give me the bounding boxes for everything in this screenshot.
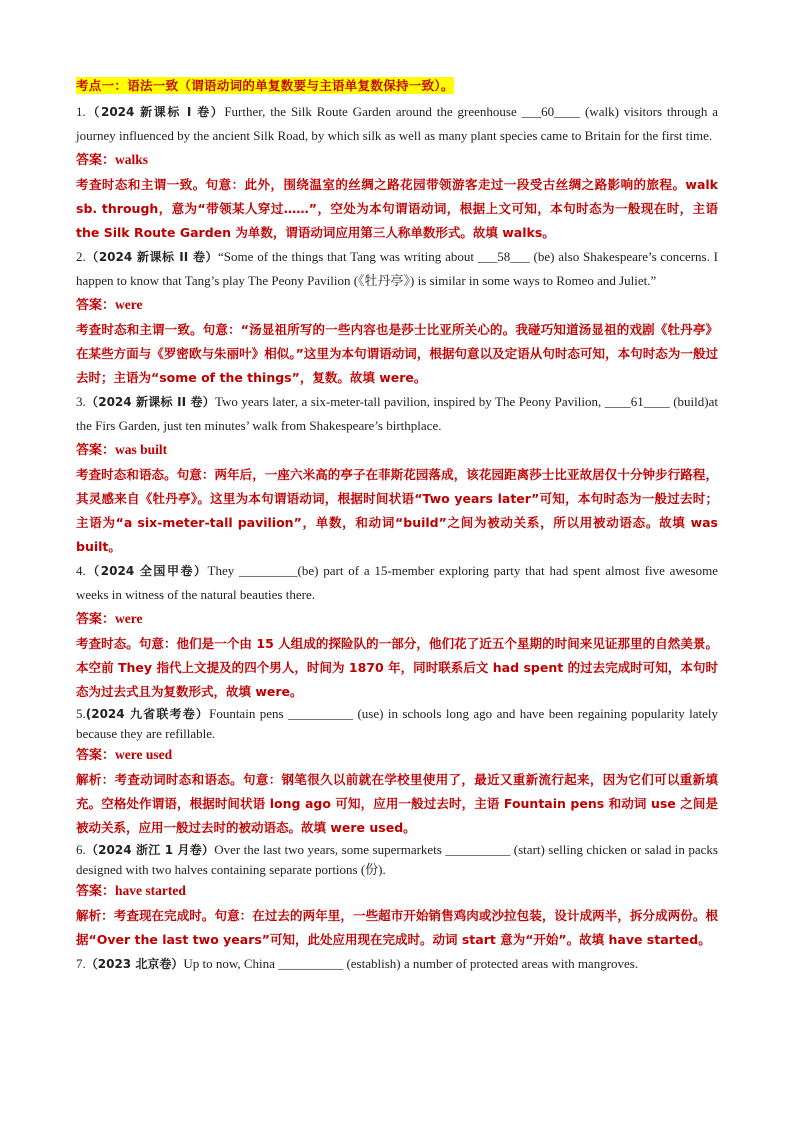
question-5 [76,704,718,743]
answer-blank: ___58___ [477,249,530,264]
explanation-2: 考查时态和主谓一致。句意：“汤显祖所写的一些内容也是莎士比亚所关心的。我碰巧知道汤显祖的戏剧《牡丹亭》在某些方面与《罗密欧与朱丽叶》相似。”这里为本句谓语动词，根据句意以及定语从句时态可知，本句时态为一般过去时；主语为“some of the things”，复数。故填 were。 [76,322,718,385]
question-number: 3. [76,394,86,409]
answer-value: have started [115,883,186,898]
answer-label: 答案： [76,443,116,458]
question-6 [76,840,718,879]
question-number: 1. [76,104,86,119]
explanation-1: 考查时态和主谓一致。句意：此外，围绕温室的丝绸之路花园带领游客走过一段受古丝绸之路影响的旅程。walk sb. through，意为“带领某人穿过……”，空处为本句谓语动词，根据上文可知，本句时态为一般现在时，主语 the Silk Route Garden 为单数，谓语动词应用第三人称单数形式。故填 walks。 [76,177,718,240]
question-source: （2024 新课标 II 卷） [85,250,219,264]
question-source: （2024 浙江 1 月卷） [85,843,215,857]
answer-blank: ___60____ [521,104,581,119]
answer-value: walks [115,152,149,167]
answer-line-5 [76,743,718,768]
question-source: （2024 新课标 II 卷） [85,395,215,409]
question-7 [76,952,718,976]
answer-blank: __________ [278,956,344,971]
answer-line-1 [76,148,718,173]
document-content [76,76,718,976]
question-text-before: Two years later, a six-meter-tall pavilion, inspired by The Peony Pavilion, [214,394,605,409]
explanation-5: 解析：考查动词时态和语态。句意：钢笔很久以前就在学校里使用了，最近又重新流行起来，因为它们可以重新填充。空格处作谓语，根据时间状语 long ago 可知，应用一般过去时，主语 Fountain pens 和动词 use 之间是被动关系，应用一般过去时的被动语态。故填 were used。 [76,772,718,835]
explanation-6: 解析：考查现在完成时。句意：在过去的两年里，一些超市开始销售鸡肉或沙拉包装，设计成两半，拆分成两份。根据“Over the last two years”可知，此处应用现在完成时。动词 start 意为“开始”。故填 have started。 [76,908,718,947]
question-text-before: They [207,563,240,578]
answer-value: were [115,611,143,626]
answer-blank: ____61____ [604,394,670,409]
question-source: （2023 北京卷） [85,957,184,971]
question-text-before: Further, the Silk Route Garden around the greenhouse [224,104,522,119]
question-text-after: (be) also Shakespeare’s concerns. I happen to know that Tang’s play The Peony Pavilion (《牡丹亭》) is similar in some ways to Romeo and Juliet.” [76,249,718,288]
question-text-after: (establish) a number of protected areas with mangroves. [343,956,639,971]
question-source: （2024 全国甲卷） [85,564,208,578]
question-text-after: (build)at the Firs Garden, just ten minutes’ walk from Shakespeare’s birthplace. [76,394,718,433]
question-text-before: “Some of the things that Tang was writing about [218,249,478,264]
question-text-after: (use) in schools long ago and have been regaining popularity lately because they are refillable. [76,706,719,741]
answer-label: 答案： [76,748,116,763]
answer-blank: __________ [445,842,511,857]
answer-blank: __________ [288,706,354,721]
answer-value: was built [115,442,168,457]
answer-line-6 [76,879,718,904]
answer-label: 答案： [76,884,116,899]
section-heading: 考点一：语法一致（谓语动词的单复数要与主语单复数保持一致）。 [76,78,454,93]
question-number: 7. [76,956,86,971]
section-heading-line [76,76,718,100]
question-number: 4. [76,563,86,578]
question-3 [76,390,718,438]
question-4 [76,559,718,607]
question-text-before: Up to now, China [183,956,279,971]
question-source: （2024 新课标 I 卷） [85,105,225,119]
question-number: 2. [76,249,86,264]
question-text-after: (walk) visitors through a journey influenced by the ancient Silk Road, by which silk as well as many plant species came to Britain for the first time. [76,104,719,143]
question-number: 5. [76,706,86,721]
explanation-4: 考查时态。句意：他们是一个由 15 人组成的探险队的一部分，他们花了近五个星期的时间来见证那里的自然美景。本空前 They 指代上文提及的四个男人，时间为 1870 年，同时联系后文 had spent 的过去完成时可知，本句时态为过去式且为复数形式，故填 were。 [76,636,718,699]
answer-line-3 [76,438,718,463]
explanation-3: 考查时态和语态。句意：两年后，一座六米高的亭子在菲斯花园落成，该花园距离莎士比亚故居仅十分钟步行路程，其灵感来自《牡丹亭》。这里为本句谓语动词，根据时间状语“Two years later”可知，本句时态为一般过去时；主语为“a six-meter-tall pavilion”，单数，和动词“build”之间为被动关系，所以用被动语态。故填 was built。 [76,467,718,554]
answer-value: were [115,297,143,312]
question-text-after: (start) selling chicken or salad in packs designed with two halves containing separate portions (份). [76,842,718,877]
answer-blank: _________ [239,563,298,578]
question-2 [76,245,718,293]
question-text-before: Over the last two years, some supermarkets [214,842,446,857]
answer-line-2 [76,293,718,318]
answer-value: were used [115,747,173,762]
answer-line-4 [76,607,718,632]
question-number: 6. [76,842,86,857]
answer-label: 答案： [76,153,116,168]
question-1 [76,100,718,148]
question-text-after: (be) part of a 15-member exploring party that had spent almost five awesome weeks in witness of the natural beauties there. [76,563,719,602]
answer-label: 答案： [76,612,116,627]
answer-label: 答案： [76,298,116,313]
question-source: (2024 九省联考卷） [85,707,210,721]
question-text-before: Fountain pens [209,706,289,721]
